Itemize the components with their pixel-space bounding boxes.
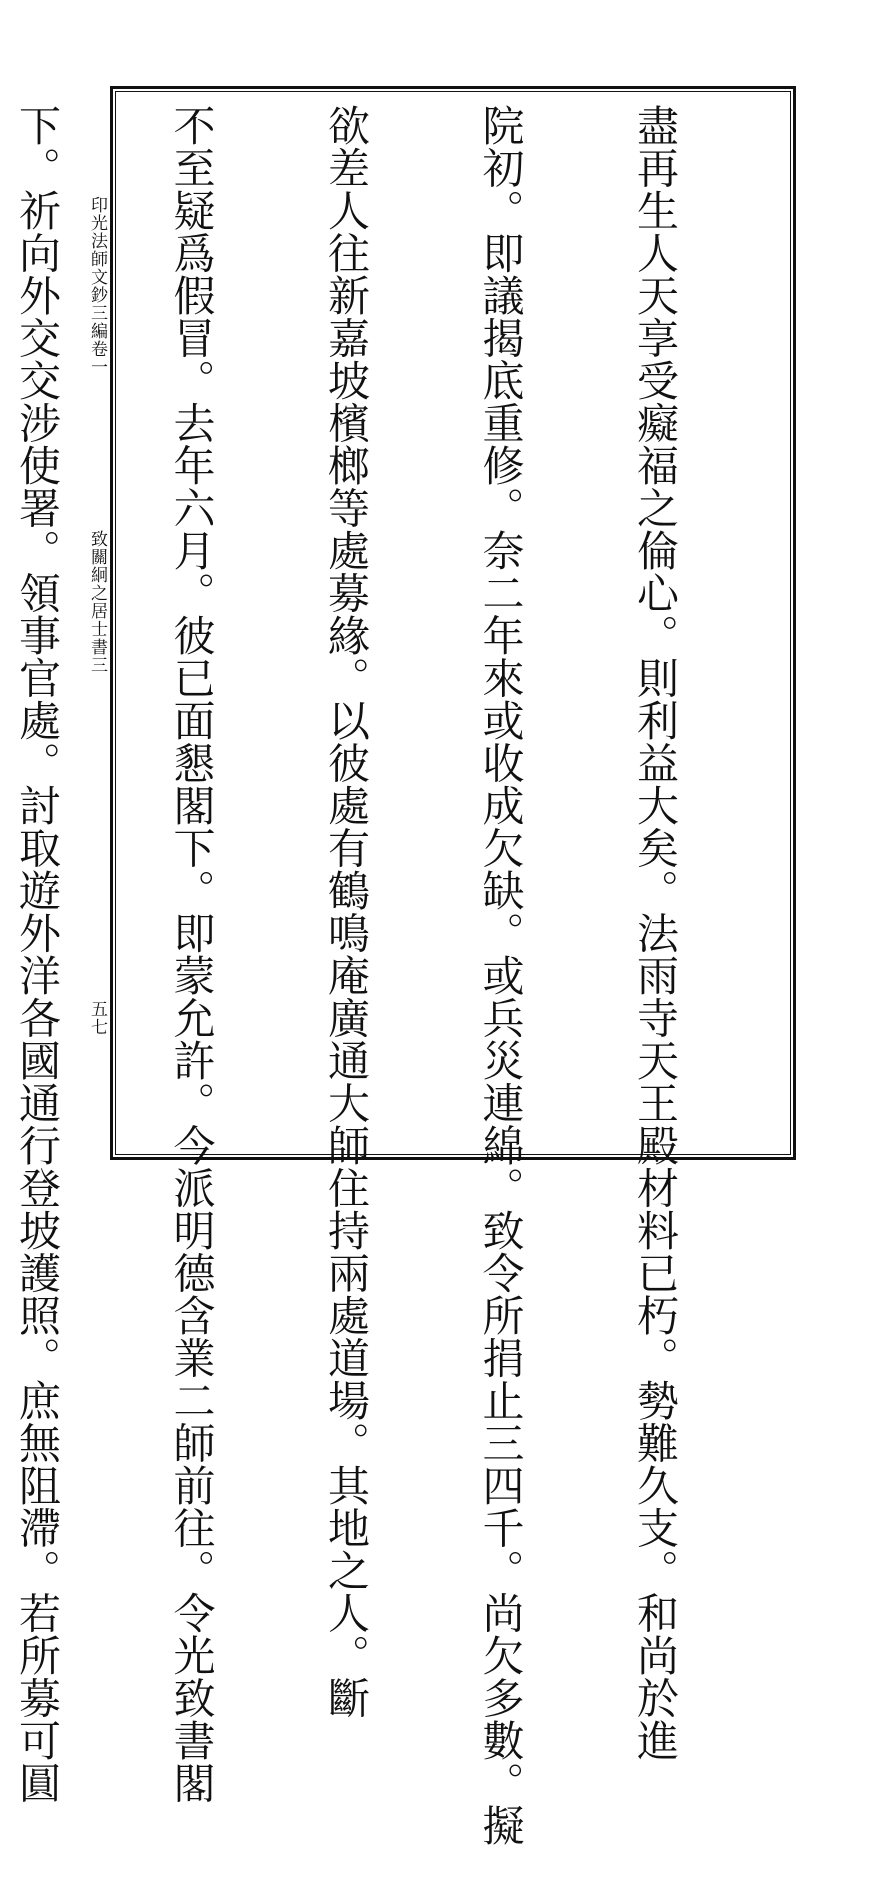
margin-page-number: 五七 xyxy=(87,1000,107,1036)
margin-chapter-title: 致關絅之居士書三 xyxy=(87,530,107,674)
text-column: 欲差人往新嘉坡檳榔等處募緣。以彼處有鶴鳴庵廣通大師住持兩處道場。其地之人。斷 xyxy=(322,104,371,1719)
text-column: 下。祈向外交交涉使署。領事官處。討取遊外洋各國通行登坡護照。庶無阻滯。若所募可圓 xyxy=(13,104,62,1804)
margin-book-title: 印光法師文鈔三編卷一 xyxy=(87,196,107,376)
text-column: 院初。即議揭底重修。奈二年來或收成欠缺。或兵災連綿。致令所捐止三四千。尚欠多數。擬 xyxy=(476,104,526,1847)
text-column: 盡再生人天享受癡福之倫心。則利益大矣。法雨寺天王殿材料已朽。勢難久支。和尚於進 xyxy=(631,104,680,1762)
text-column: 不至疑爲假冒。去年六月。彼已面懇閣下。即蒙允許。今派明德含業二師前往。令光致書閣 xyxy=(167,104,217,1804)
